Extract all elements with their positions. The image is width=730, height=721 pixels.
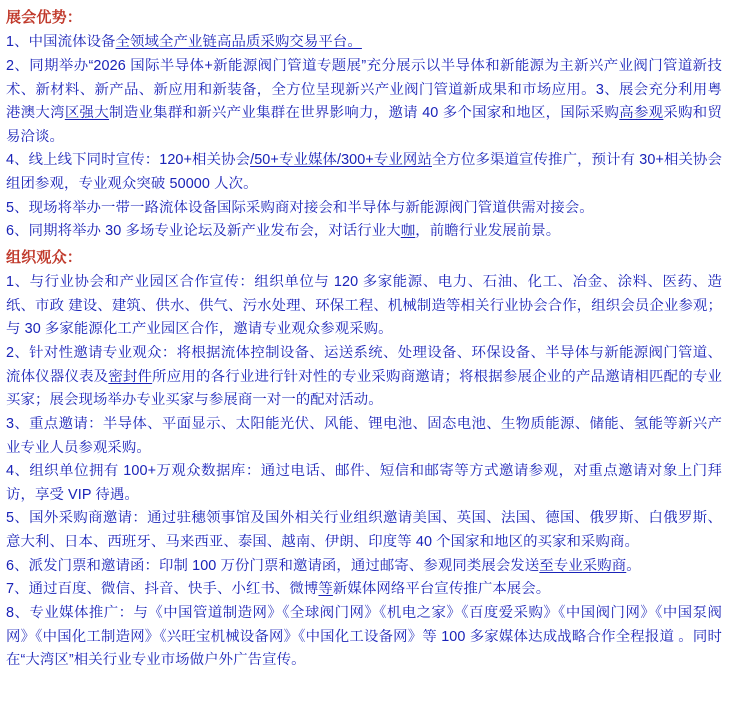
text-segment: 3、重点邀请：半导体、平面显示、太阳能光伏、风能、锂电池、固态电池、生物质能源、储能、氢能等新兴产业专业人员参观采购。 [6,415,722,456]
text-segment: 4、组织单位拥有 100+万观众数据库：通过电话、邮件、短信和邮寄等方式邀请参观，对重点邀请对象上门拜访，享受 VIP 待遇。 [6,463,722,503]
paragraph-adv-6 [6,220,722,244]
paragraph-aud-7 [6,578,722,602]
sections-container [6,6,722,673]
paragraph-aud-8 [6,602,722,673]
text-segment: 6、同期将举办 30 多场专业论坛及新产业发布会，对话行业大 [6,223,401,240]
paragraph-adv-5 [6,197,722,221]
text-segment: 5、现场将举办一带一路流体设备国际采购商对接会和半导体与新能源阀门管道供需对接会。 [6,199,594,216]
text-segment: 5、国外采购商邀请：通过驻穗领事馆及国外相关行业组织邀请美国、英国、法国、德国、俄罗斯、白俄罗斯、意大利、日本、西班牙、马来西亚、泰国、越南、伊朗、印度等 40 个国家和地区的买家和采购商。 [6,510,722,551]
paragraph-aud-2 [6,342,722,413]
text-segment: 全方位多渠道宣传推广，预计有 30+相关协会组团参观，专业观众突破 50000 人次。 [6,152,722,193]
text-segment: 2、针对性邀请专业观众：将根据流体控制设备、运送系统、处理设备、环保设备、半导体与新能源阀门管道、流体仪器仪表及 [6,345,722,385]
section-body-advantages [6,31,722,244]
text-segment: 7、通过百度、微信、抖音、快手、小红书、微博 [6,581,319,598]
text-segment-underlined: 区强大 [64,105,109,122]
paragraph-adv-2 [6,55,722,150]
text-segment: 2、同期举办“2026 国际半导体+新能源阀门管道专题展”充分展示以半导体和新能源为主新兴产业阀门管道新技术、新材料、新产品、新应用和新装备，全方位呈现新兴产业阀门管道新成果和市场应用。3、展会充分利用粤港澳大湾 [6,57,722,122]
section-body-organized-audience [6,271,722,673]
text-segment-underlined: 高参观 [619,105,664,122]
paragraph-aud-5 [6,507,722,554]
paragraph-adv-4 [6,149,722,196]
text-segment: 6、派发门票和邀请函：印制 100 万份门票和邀请函，通过邮寄、参观同类展会发送 [6,557,540,574]
section-title-organized-audience: 组织观众： [6,248,83,266]
text-segment: 1、中国流体设备 [6,34,116,51]
text-segment-underlined: /50+专业媒体/300+专业网站 [250,152,432,169]
text-segment: ，前瞻行业发展前景。 [415,223,561,240]
paragraph-aud-1 [6,271,722,342]
text-segment-underlined: 至专业采购商 [539,557,627,574]
text-segment-underlined: 密封件 [108,368,153,385]
text-segment: 采购和贸易洽谈。 [6,105,722,145]
text-segment-underlined: 咖 [400,223,416,240]
paragraph-aud-3 [6,413,722,460]
text-segment: 。 [626,557,641,574]
text-segment: 4、线上线下同时宣传：120+相关协会 [6,152,251,169]
paragraph-aud-4 [6,460,722,507]
text-segment: 新媒体网络平台宣传推广本展会。 [332,581,551,598]
text-segment: 8、专业媒体推广：与《中国管道制造网》《全球阀门网》《机电之家》《百度爱采购》《中国阀门网》《中国泵阀网》《中国化工制造网》《兴旺宝机械设备网》《中国化工设备网》等 100 多家媒体达成战略合作全程报道 。同时在“大湾区”相关行业专业市场做户外广告宣传。 [6,604,722,669]
text-segment-underlined: 等 [318,581,333,598]
text-segment: 1、与行业协会和产业园区合作宣传：组织单位与 120 多家能源、电力、石油、化工、冶金、涂料、医药、造纸、市政 建设、建筑、供水、供气、污水处理、环保工程、机械制造等相关行业协会合作，组织会员企业参观；与 30 多家能源化工产业园区合作，邀请专业观众参观采购。 [6,274,722,338]
paragraph-aud-6 [6,555,722,579]
paragraph-adv-1 [6,31,722,55]
text-segment: 制造业集群和新兴产业集群在世界影响力，邀请 40 多个国家和地区，国际采购 [108,105,620,122]
text-segment: 所应用的各行业进行针对性的专业采购商邀请；将根据参展企业的产品邀请相匹配的专业买家；展会现场举办专业买家与参展商一对一的配对活动。 [6,368,722,409]
text-segment-underlined: 全领域全产业链高品质采购交易平台。 [115,34,362,51]
section-title-advantages: 展会优势： [6,9,83,26]
